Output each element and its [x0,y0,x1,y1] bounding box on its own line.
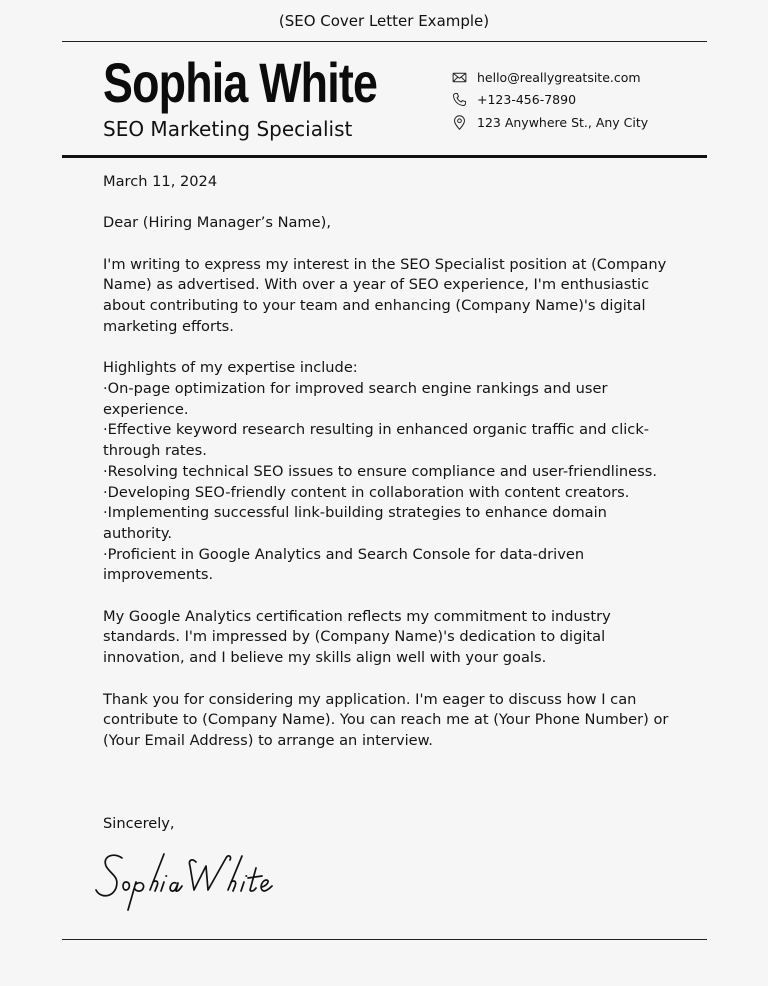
highlight-item: ·Effective keyword research resulting in enhanced organic traffic and click-through rates. [103,421,650,460]
contact-block [451,66,648,134]
highlight-item: ·Resolving technical SEO issues to ensure compliance and user-friendliness. [103,462,657,480]
contact-phone [451,89,648,112]
envelope-icon [451,69,468,86]
highlight-item: ·On-page optimization for improved search engine rankings and user experience. [103,379,608,418]
letter-body [103,172,673,752]
applicant-name: Sophia White [103,51,378,114]
bottom-divider [62,939,707,940]
closing-paragraph: Thank you for considering my application. I'm eager to discuss how I can contribute to (Company Name). You can reach me at (Your Phone Number) or (Your Email Address) to arrange an interview. [103,690,669,749]
contact-email [451,66,648,89]
email-text: hello@reallygreatsite.com [477,69,641,85]
document-caption: (SEO Cover Letter Example) [278,12,490,30]
letter-date: March 11, 2024 [103,173,218,190]
phone-icon [451,91,468,108]
location-pin-icon [451,114,468,131]
closing-salutation: Sincerely, [103,815,175,832]
phone-text: +123-456-7890 [477,92,577,108]
header-divider [62,155,707,158]
top-divider [62,41,707,42]
salutation: Dear (Hiring Manager’s Name), [103,214,331,232]
address-text: 123 Anywhere St., Any City [477,114,649,130]
highlight-item: ·Implementing successful link-building strategies to enhance domain authority. [103,504,607,542]
body-paragraph: My Google Analytics certification reflects my commitment to industry standards. I'm impressed by (Company Name)'s dedication to digital innovation, and I believe my skills align well with your goals. [103,607,611,667]
job-title: SEO Marketing Specialist [103,117,353,141]
highlight-item: ·Developing SEO-friendly content in collaboration with content creators. [103,483,630,501]
signature [92,846,322,916]
contact-address [451,111,648,134]
highlight-item: ·Proficient in Google Analytics and Search Console for data-driven improvements. [103,545,585,584]
intro-paragraph: I'm writing to express my interest in the SEO Specialist position at (Company Name) as advertised. With over a year of SEO experience, I'm enthusiastic about contributing to your team and enhancing (Company Name)'s digital marketing efforts. [103,255,667,335]
highlights-heading: Highlights of my expertise include: [103,359,358,377]
